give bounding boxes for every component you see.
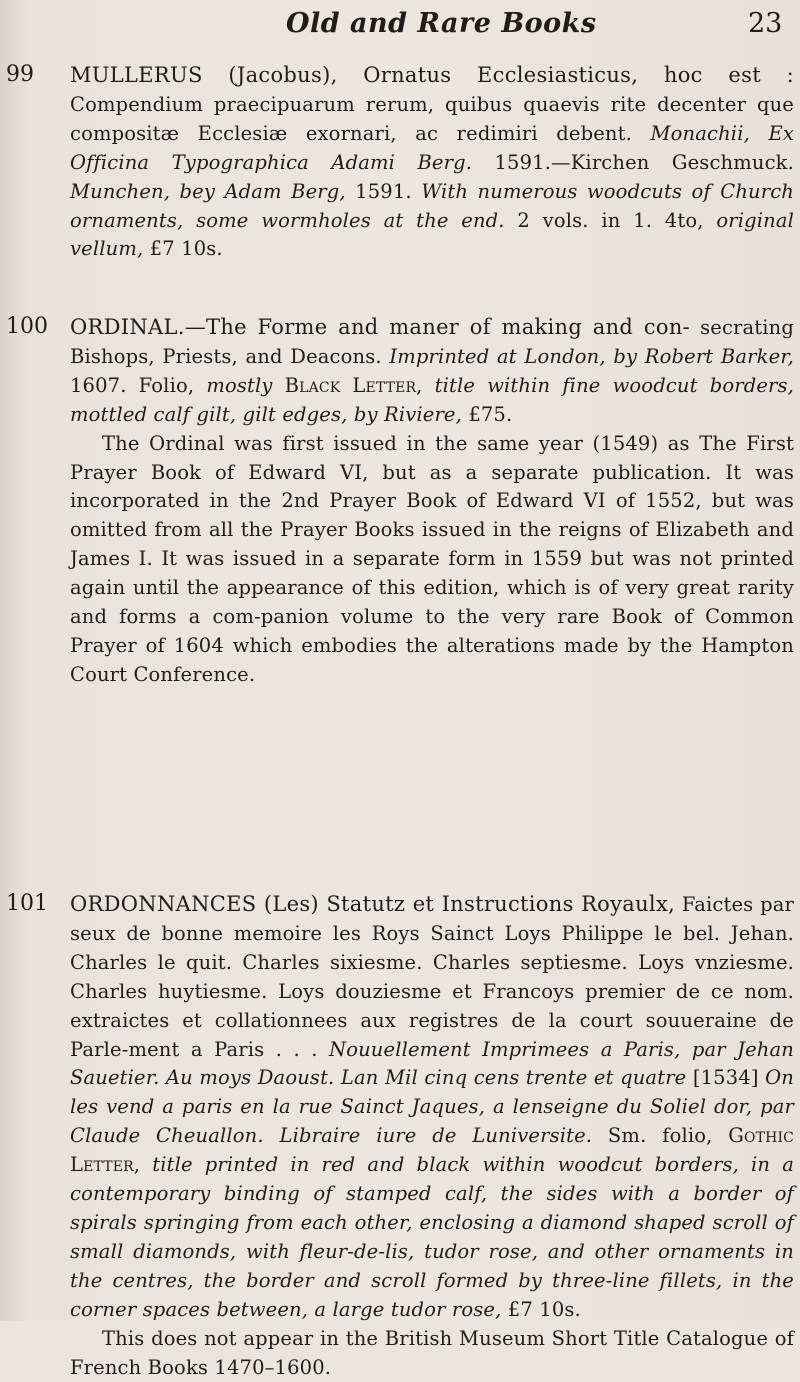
entry-description — [70, 313, 794, 690]
entry-description — [70, 890, 794, 1382]
entry-format: 2 vols. in 1. 4to, — [504, 208, 717, 232]
entry-price: £7 10s. — [501, 1297, 581, 1321]
entry-type-style: Black Letter, — [284, 373, 423, 397]
entry-price: £75. — [461, 402, 513, 426]
entry-format: Sm. folio, — [592, 1124, 729, 1148]
entry-binding: title printed in red and black within woodcut borders, in a contemporary binding of stamped calf, the sides with a border of spirals springing from each other, enclosing a diamond shaped scroll of small diamonds, with fleur-de-lis, tudor rose, and other ornaments in the centres, the border and scroll formed by three-line fillets, in the corner spaces between, a large tudor rose, — [70, 1153, 794, 1321]
entry-format: 1607. Folio, — [70, 373, 207, 397]
entry-imprint: Imprinted at London, by Robert Barker, — [389, 344, 794, 368]
entry-condition: With numerous woodcuts of Church ornaments, some wormholes at the end. — [70, 179, 794, 232]
entry-imprint: On les vend a paris en la rue Sainct Jaques, a lenseigne du Soliel dor, par Claude Cheuallon. Libraire iure de Luniversite. — [70, 1066, 794, 1148]
entry-description — [70, 61, 794, 264]
entry-heading: MULLERUS (Jacobus), Ornatus Ecclesiasticus, hoc est : — [70, 63, 794, 87]
entry-text: Faictes par seux de bonne memoire les Roys Sainct Loys Philippe le bel. Jehan. Charles le quit. Charles sixiesme. Charles septiesme. Loys vnziesme. Charles huytiesme. Loys douziesme et Francoys premier de ce nom. extraictes et collationnees aux registres de la court souueraine de Parle-ment a Paris . . . — [70, 893, 794, 1061]
entry-note: This does not appear in the British Museum Short Title Catalogue of French Books 1470–1600. — [70, 1326, 794, 1379]
entry-heading: ORDINAL.—The Forme and maner of making and con- — [70, 315, 691, 339]
entry-text: 1591.—Kirchen Geschmuck. — [472, 150, 794, 174]
entry-binding: original vellum, — [70, 208, 794, 261]
entry-binding: title within fine woodcut borders, mottled calf gilt, gilt edges, by Riviere, — [70, 373, 794, 426]
entry-imprint: Nouuellement Imprimees a Paris, par Jehan Sauetier. Au moys Daoust. Lan Mil cinq cens trente et quatre — [70, 1037, 794, 1090]
entry-number: 100 — [6, 314, 48, 339]
entry-number: 101 — [6, 891, 48, 916]
page-number: 23 — [748, 8, 783, 39]
entry-text: Compendium praecipuarum rerum, quibus quaevis rite decenter que compositæ Ecclesiæ exornari, ac redimiri debent. — [70, 92, 794, 145]
entry-text: mostly — [206, 373, 273, 397]
entry-text: secrating Bishops, Priests, and Deacons. — [70, 316, 794, 368]
entry-price: £7 10s. — [143, 237, 223, 261]
entry-type-style: Gothic Letter, — [70, 1124, 794, 1177]
entry-number: 99 — [6, 62, 34, 87]
entry-imprint: Monachii, Ex Officina Typographica Adami Berg. — [70, 121, 795, 174]
entry-imprint: Munchen, bey Adam Berg, — [70, 179, 346, 203]
entry-text: [1534] — [686, 1066, 766, 1090]
page-header — [0, 8, 800, 52]
entry-note: The Ordinal was first issued in the same year (1549) as The First Prayer Book of Edward VI, but as a separate publication. It was incorporated in the 2nd Prayer Book of Edward VI of 1552, but was omitted from all the Prayer Books issued in the reigns of Elizabeth and James I. It was issued in a separate form in 1559 but was not printed again until the appearance of this edition, which is of very great rarity and forms a com-panion volume to the very rare Book of Common Prayer of 1604 which embodies the alterations made by the Hampton Court Conference. — [70, 431, 794, 686]
entry-heading: ORDONNANCES (Les) Statutz et Instructions Royaulx, — [70, 892, 676, 916]
entry-text: 1591. — [345, 179, 422, 203]
running-head: Old and Rare Books — [286, 8, 597, 39]
